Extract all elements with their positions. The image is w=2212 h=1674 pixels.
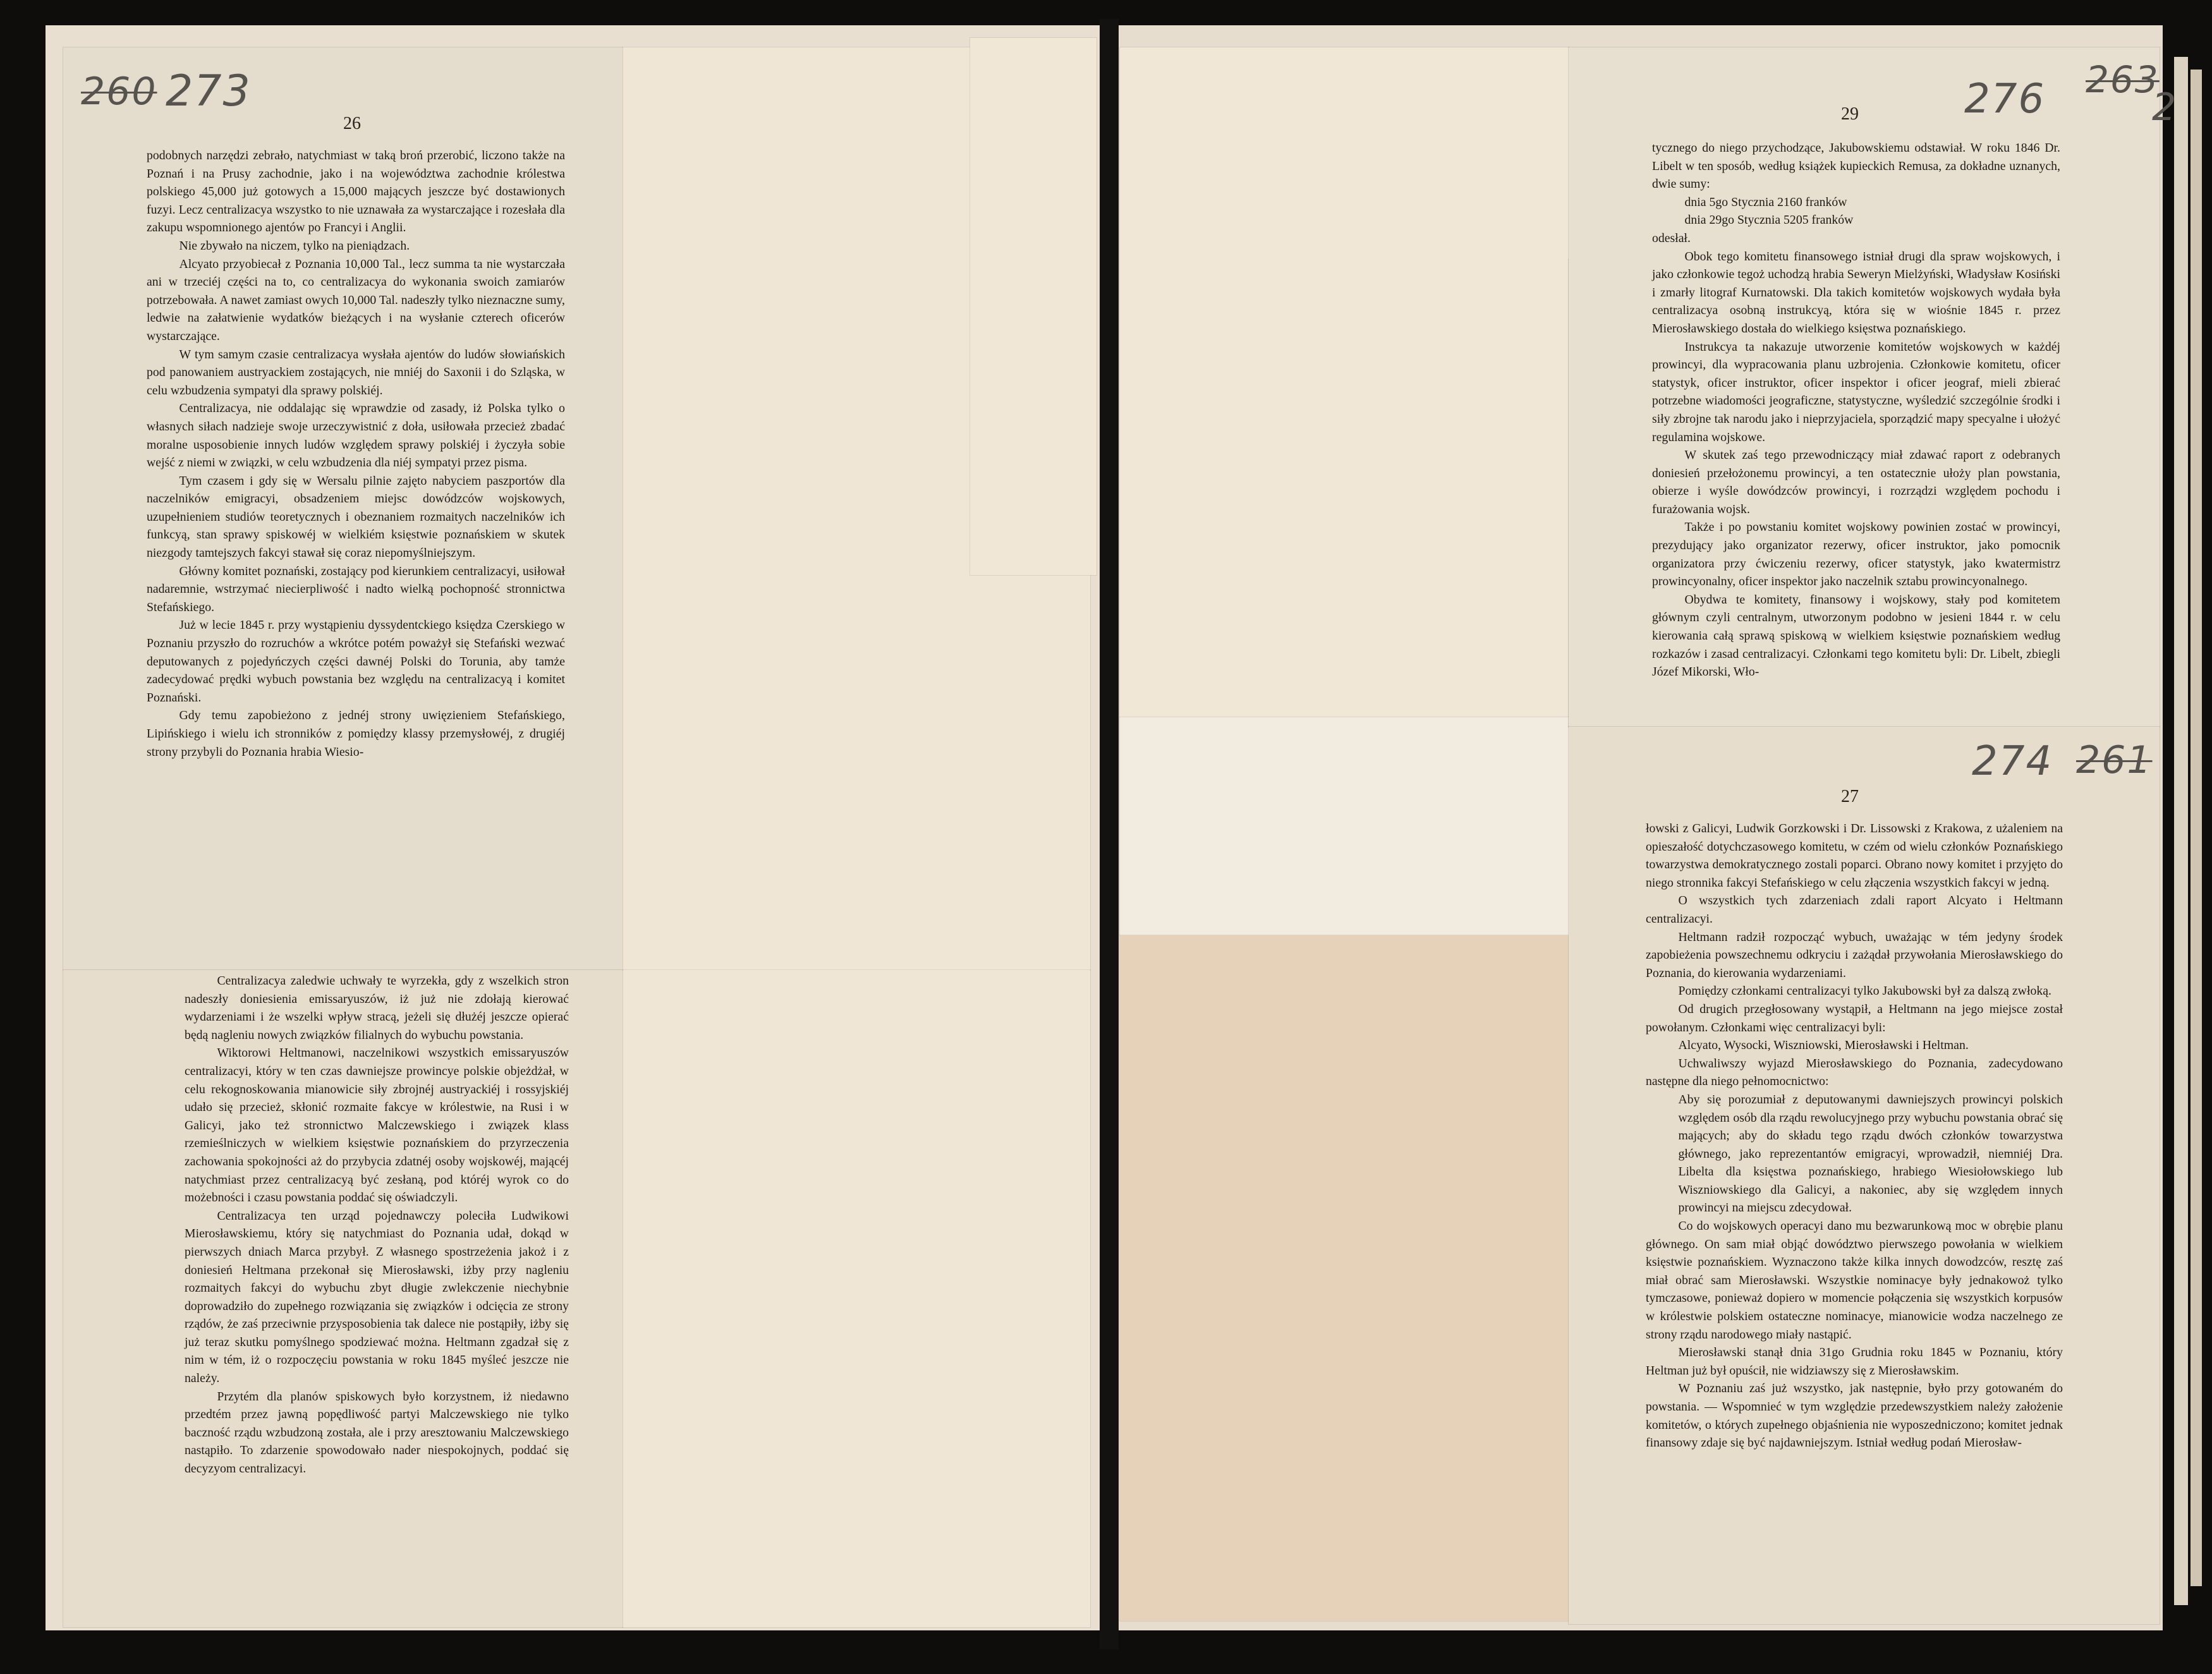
- paragraph: Gdy temu zapobieżono z jednéj strony uwięzieniem Stefańskiego, Lipińskiego i wielu ich stronników z pomiędzy klassy przemysłowéj, z drugiéj strony przybyli do Poznania hrabia Wiesio-: [147, 708, 565, 759]
- paragraph: podobnych narzędzi zebrało, natychmiast w taką broń przerobić, liczono także na Poznań i na Prusy zachodnie, jako i na województwa zachodnie królestwa polskiego 45,000 już gotowych a 15,000 mających jeszcze być dostawionych fuzyi. Lecz centralizacya wszystko to nie uznawała za wystarczające i rozesłała dla zakupu wspomnionego ajentów po Francyi i Anglii.: [147, 149, 565, 235]
- pencil-page-number: 273: [166, 66, 252, 116]
- text-block-right-bottom: [1646, 820, 2063, 1452]
- paragraph: Centralizacya, nie oddalając się wprawdzie od zasady, iż Polska tylko o własnych siłach nadzieje swoje urzeczywistnić z doła, usiłowała przecież zbadać moralne usposobienie innych ludów względem sprawy polskiéj i życzyła sobie wejść z niemi w związki, w celu wzbudzenia dla niéj sympatyi przez pisma.: [147, 401, 565, 470]
- pasted-slip: [623, 970, 1090, 1627]
- paragraph: Główny komitet poznański, zostający pod kierunkiem centralizacyi, usiłował nadaremnie, wstrzymać niecierpliwość i nadto wielką pochopność stronnictwa Stefańskiego.: [147, 564, 565, 614]
- paragraph: W tym samym czasie centralizacya wysłała ajentów do ludów słowiańskich pod panowaniem austryackiem zostających, nie mniéj do Saxonii i do Szląska, w celu wzbudzenia sympatyi dla sprawy polskiéj.: [147, 347, 565, 397]
- page-edge-strip: [2191, 70, 2202, 1586]
- paragraph: Przytém dla planów spiskowych było korzystnem, iż niedawno przedtém przez jawną popędliwość partyi Malczewskiego nie tylko baczność rządu wzbudzoną została, ale i przy aresztowaniu Malczewskiego nastąpiło. To zdarzenie spowodowało nader niespokojnych, poddać się decyzyom centralizacyi.: [185, 1389, 569, 1476]
- paragraph: Alcyato przyobiecał z Poznania 10,000 Tal., lecz summa ta nie wystarczała ani w trzeciéj części na to, co centralizacya do wykonania swoich zamiarów potrzebowała. A nawet zamiast owych 10,000 Tal. nadeszły tylko nieznaczne sumy, ledwie na załatwienie wydatków bieżących i na wysłanie czterech oficerów wystarczające.: [147, 257, 565, 343]
- pencil-old-number: 260: [81, 70, 157, 114]
- paragraph: dnia 29go Stycznia 5205 franków: [1684, 213, 1854, 227]
- pasted-slip: [1120, 47, 1569, 717]
- pencil-old-number: 263: [2086, 58, 2160, 101]
- paragraph: Mierosławski stanął dnia 31go Grudnia roku 1845 w Poznaniu, który Heltman już był opuścił, nie widziawszy się z Mierosławskim.: [1646, 1345, 2063, 1378]
- paragraph: Obydwa te komitety, finansowy i wojskowy, stały pod komitetem głównym czyli centralnym, utworzonym podobno w jesieni 1844 r. w celu kierowania całą sprawą spiskową w wielkiem księstwie poznańskiem według rozkazów i zasad centralizacyi. Członkami tego komitetu byli: Dr. Libelt, zbiegli Józef Mikorski, Wło-: [1652, 592, 2060, 679]
- pencil-edge-mark: 2: [2152, 85, 2178, 130]
- paragraph: O wszystkich tych zdarzeniach zdali raport Alcyato i Heltmann centralizacyi.: [1646, 894, 2063, 926]
- paragraph: Także i po powstaniu komitet wojskowy powinien zostać w prowincyi, prezydujący jako organizator rezerwy, oficer instruktor, jako pomocnik organizatora przy ćwiczeniu rezerwy, oficer statystyk, jako kwatermistrz prowincyonalny, oficer inspektor jako naczelnik sztabu prowincyonalnego.: [1652, 520, 2060, 589]
- paragraph: odesłał.: [1652, 231, 1691, 245]
- paragraph: Obok tego komitetu finansowego istniał drugi dla spraw wojskowych, i jako członkowie tegoż uchodzą hrabia Seweryn Mielżyński, Władysław Kosiński i zmarły litograf Kurnatowski. Dla takich komitetów wojskowych wydała była centralizacya osobną instrukcyą, która się w wiośnie 1845 r. przez Mierosławskiego dostała do wielkiego księstwa poznańskiego.: [1652, 249, 2060, 336]
- book-spine: [1100, 19, 1119, 1649]
- paragraph: Alcyato, Wysocki, Wiszniowski, Mierosławski i Heltman.: [1678, 1038, 1969, 1053]
- paragraph: Co do wojskowych operacyi dano mu bezwarunkową moc w obrębie planu głównego. On sam miał objąć dowództwo pierwszego powołania w wielkiem księstwie poznańskiem. Wyznaczono także kilka innych dowodzców, resztę zaś miał obrać sam Mierosławski. Wszystkie nominacye były jednakowoż tylko tymczasowe, ponieważ dopiero w momencie połączenia się wszystkich korpusów w królestwie polskiem ostateczne nominacye, mianowicie wodza naczelnego ze strony rządu narodowego miały nastąpić.: [1646, 1219, 2063, 1342]
- paragraph: Pomiędzy członkami centralizacyi tylko Jakubowski był za dalszą zwłoką.: [1678, 984, 2051, 998]
- pencil-page-number: 274: [1972, 738, 2053, 785]
- paragraph: Instrukcya ta nakazuje utworzenie komitetów wojskowych w każdéj prowincyi, dla wypracowania planu uzbrojenia. Członkowie komitetu, oficer statystyk, oficer instruktor, oficer inspektor i oficer jeograf, mieli zbierać potrzebne wiadomości jeograficzne, statystyczne, wyśledzić szczególnie środki i siły zbrojne tak narodu jako i nieprzyjaciela, sporządzić mapy specyalne i ułożyć regulamina wojskowe.: [1652, 339, 2060, 444]
- paragraph: W Poznaniu zaś już wszystko, jak następnie, było przy gotowaném do powstania. — Wspomnieć w tym względzie przedewszystkiem należy założenie komitetów, o których zupełnego objaśnienia nie wyposzedniczono; komitet jednak finansowy zdaje się być najdawniejszym. Istniał według podań Mierosław-: [1646, 1381, 2063, 1450]
- text-block-right-top: [1652, 139, 2060, 681]
- text-block-left-top: [147, 147, 565, 761]
- paragraph: W skutek zaś tego przewodniczący miał zdawać raport z odebranych doniesień przełożonemu prowincyi, a ten ostatecznie ułoży plan powstania, obierze i wyśle dowódzców prowincyi, i rozrządzi względem pochodu i furażowania wojsk.: [1652, 448, 2060, 516]
- page-edge-strip: [2174, 57, 2188, 1605]
- paragraph: tycznego do niego przychodzące, Jakubowskiemu odstawiał. W roku 1846 Dr. Libelt w ten sposób, według książek kupieckich Remusa, za dokładne uznanych, dwie sumy:: [1652, 141, 2060, 191]
- pasted-slip: [970, 38, 1097, 575]
- paragraph: Już w lecie 1845 r. przy wystąpieniu dyssydentckiego księdza Czerskiego w Poznaniu przyszło do rozruchów a wkrótce potém poważył się Stefański wezwać deputowanych z pojedyńczych części dawnéj Polski do Torunia, aby tamże zadecydować prędki wybuch powstania bez względu na centralizacyą i komitet Poznański.: [147, 618, 565, 705]
- text-block-left-bottom: [185, 972, 569, 1478]
- page-number: 26: [343, 114, 361, 133]
- paragraph: łowski z Galicyi, Ludwik Gorzkowski i Dr. Lissowski z Krakowa, z użaleniem na opieszałość dotychczasowego komitetu, w czém od wielu członków Poznańskiego towarzystwa demokratycznego zostali poparci. Obrano nowy komitet i przyjęto do niego stronnika fakcyi Stefańskiego w celu złączenia wszystkich fakcyi w jedną.: [1646, 822, 2063, 890]
- pencil-page-number: 276: [1964, 76, 2046, 123]
- paragraph: Tym czasem i gdy się w Wersalu pilnie zajęto nabyciem paszportów dla naczelników emigracyi, obsadzeniem miejsc dowódzców wojskowych, uzupełnieniem studiów teoretycznych i obeznaniem rozmaitych naczelników ich funkcyą, stan sprawy spiskowéj w wielkiém księstwie poznańskiem w skutek niezgody tamtejszych fakcyi stawał się coraz niepomyślniejszym.: [147, 473, 565, 561]
- paragraph: Wiktorowi Heltmanowi, naczelnikowi wszystkich emissaryuszów centralizacyi, który w ten czas dawniejsze prowincye polskie objeżdżał, w celu rekognoskowania mianowicie siły zbrojnéj austryackiéj i rossyjskiéj udało się przecież, skłonić rozmaite fakcye w królestwie, na Rusi i w Galicyi, jako też stronnictwo Malczewskiego i związek klass rzemieślniczych w wielkiem księstwie poznańskiem do przyrzeczenia zachowania spokojności aż do przybycia zdatnéj osoby wojskowéj, mającéj natychmiast przez centralizacyą być zesłaną, pod któréj wyrok co do możebności i czasu powstania poddać się oświadczyli.: [185, 1046, 569, 1205]
- page-number: 27: [1841, 787, 1859, 806]
- pasted-slip: [1120, 717, 1569, 935]
- pasted-slip: [1120, 935, 1569, 1621]
- paragraph: Od drugich przegłosowany wystąpił, a Heltmann na jego miejsce został powołanym. Członkami więc centralizacyi byli:: [1646, 1002, 2063, 1034]
- paragraph: Aby się porozumiał z deputowanymi dawniejszych prowincyi polskich względem osób dla rządu rewolucyjnego przy wybuchu powstania obrać się mających; aby do składu tego rządu dwóch członków towarzystwa głównego, jako reprezentantów emigracyi, wprowadził, niemniéj Dra. Libelta dla księstwa poznańskiego, hrabiego Wiesiołowskiego lub Wiszniowskiego dla Galicyi, a nakoniec, aby się względem innych prowincyi na miejscu zdecydował.: [1678, 1092, 2063, 1215]
- paragraph: Centralizacya ten urząd pojednawczy poleciła Ludwikowi Mierosławskiemu, który się natychmiast do Poznania udał, dokąd w pierwszych dniach Marca przybył. Z własnego spostrzeżenia jakoż i z doniesień Heltmana przekonał się Mierosławski, iżby przy nagleniu rozmaitych fakcyi do wybuchu zbyt długie zwlekczenie niechybnie doprowadziło do zupełnego rozwiązania się związków i odcięcia ze strony rządów, że zaś przeciwnie przysposobienia tak dalece nie postąpiły, iżby się już teraz skutku pomyślnego spodziewać można. Heltmann zgadzał się z nim w tém, iż o rozpoczęciu powstania w roku 1845 myśleć jeszcze nie należy.: [185, 1208, 569, 1386]
- paragraph: dnia 5go Stycznia 2160 franków: [1684, 195, 1847, 209]
- paragraph: Heltmann radził rozpocząć wybuch, uważając w tém jedyny środek zapobieżenia powszechnemu odkryciu i zażądał przywołania Mierosławskiego do Poznania, do kierowania wydarzeniami.: [1646, 930, 2063, 980]
- paragraph: Uchwaliwszy wyjazd Mierosławskiego do Poznania, zadecydowano następne dla niego pełnomocnictwo:: [1646, 1056, 2063, 1089]
- page-number: 29: [1841, 104, 1859, 124]
- paragraph: Centralizacya zaledwie uchwały te wyrzekła, gdy z wszelkich stron nadeszły doniesienia emissaryuszów, iż już nie zdołają kierować wydarzeniami i że wszelki wpływ stracą, jeżeli się dłużéj jeszcze opierać będą nagleniu nowych związków filialnych do wybuchu powstania.: [185, 974, 569, 1042]
- pencil-old-number: 261: [2076, 738, 2153, 782]
- paragraph: Nie zbywało na niczem, tylko na pieniądzach.: [179, 238, 410, 253]
